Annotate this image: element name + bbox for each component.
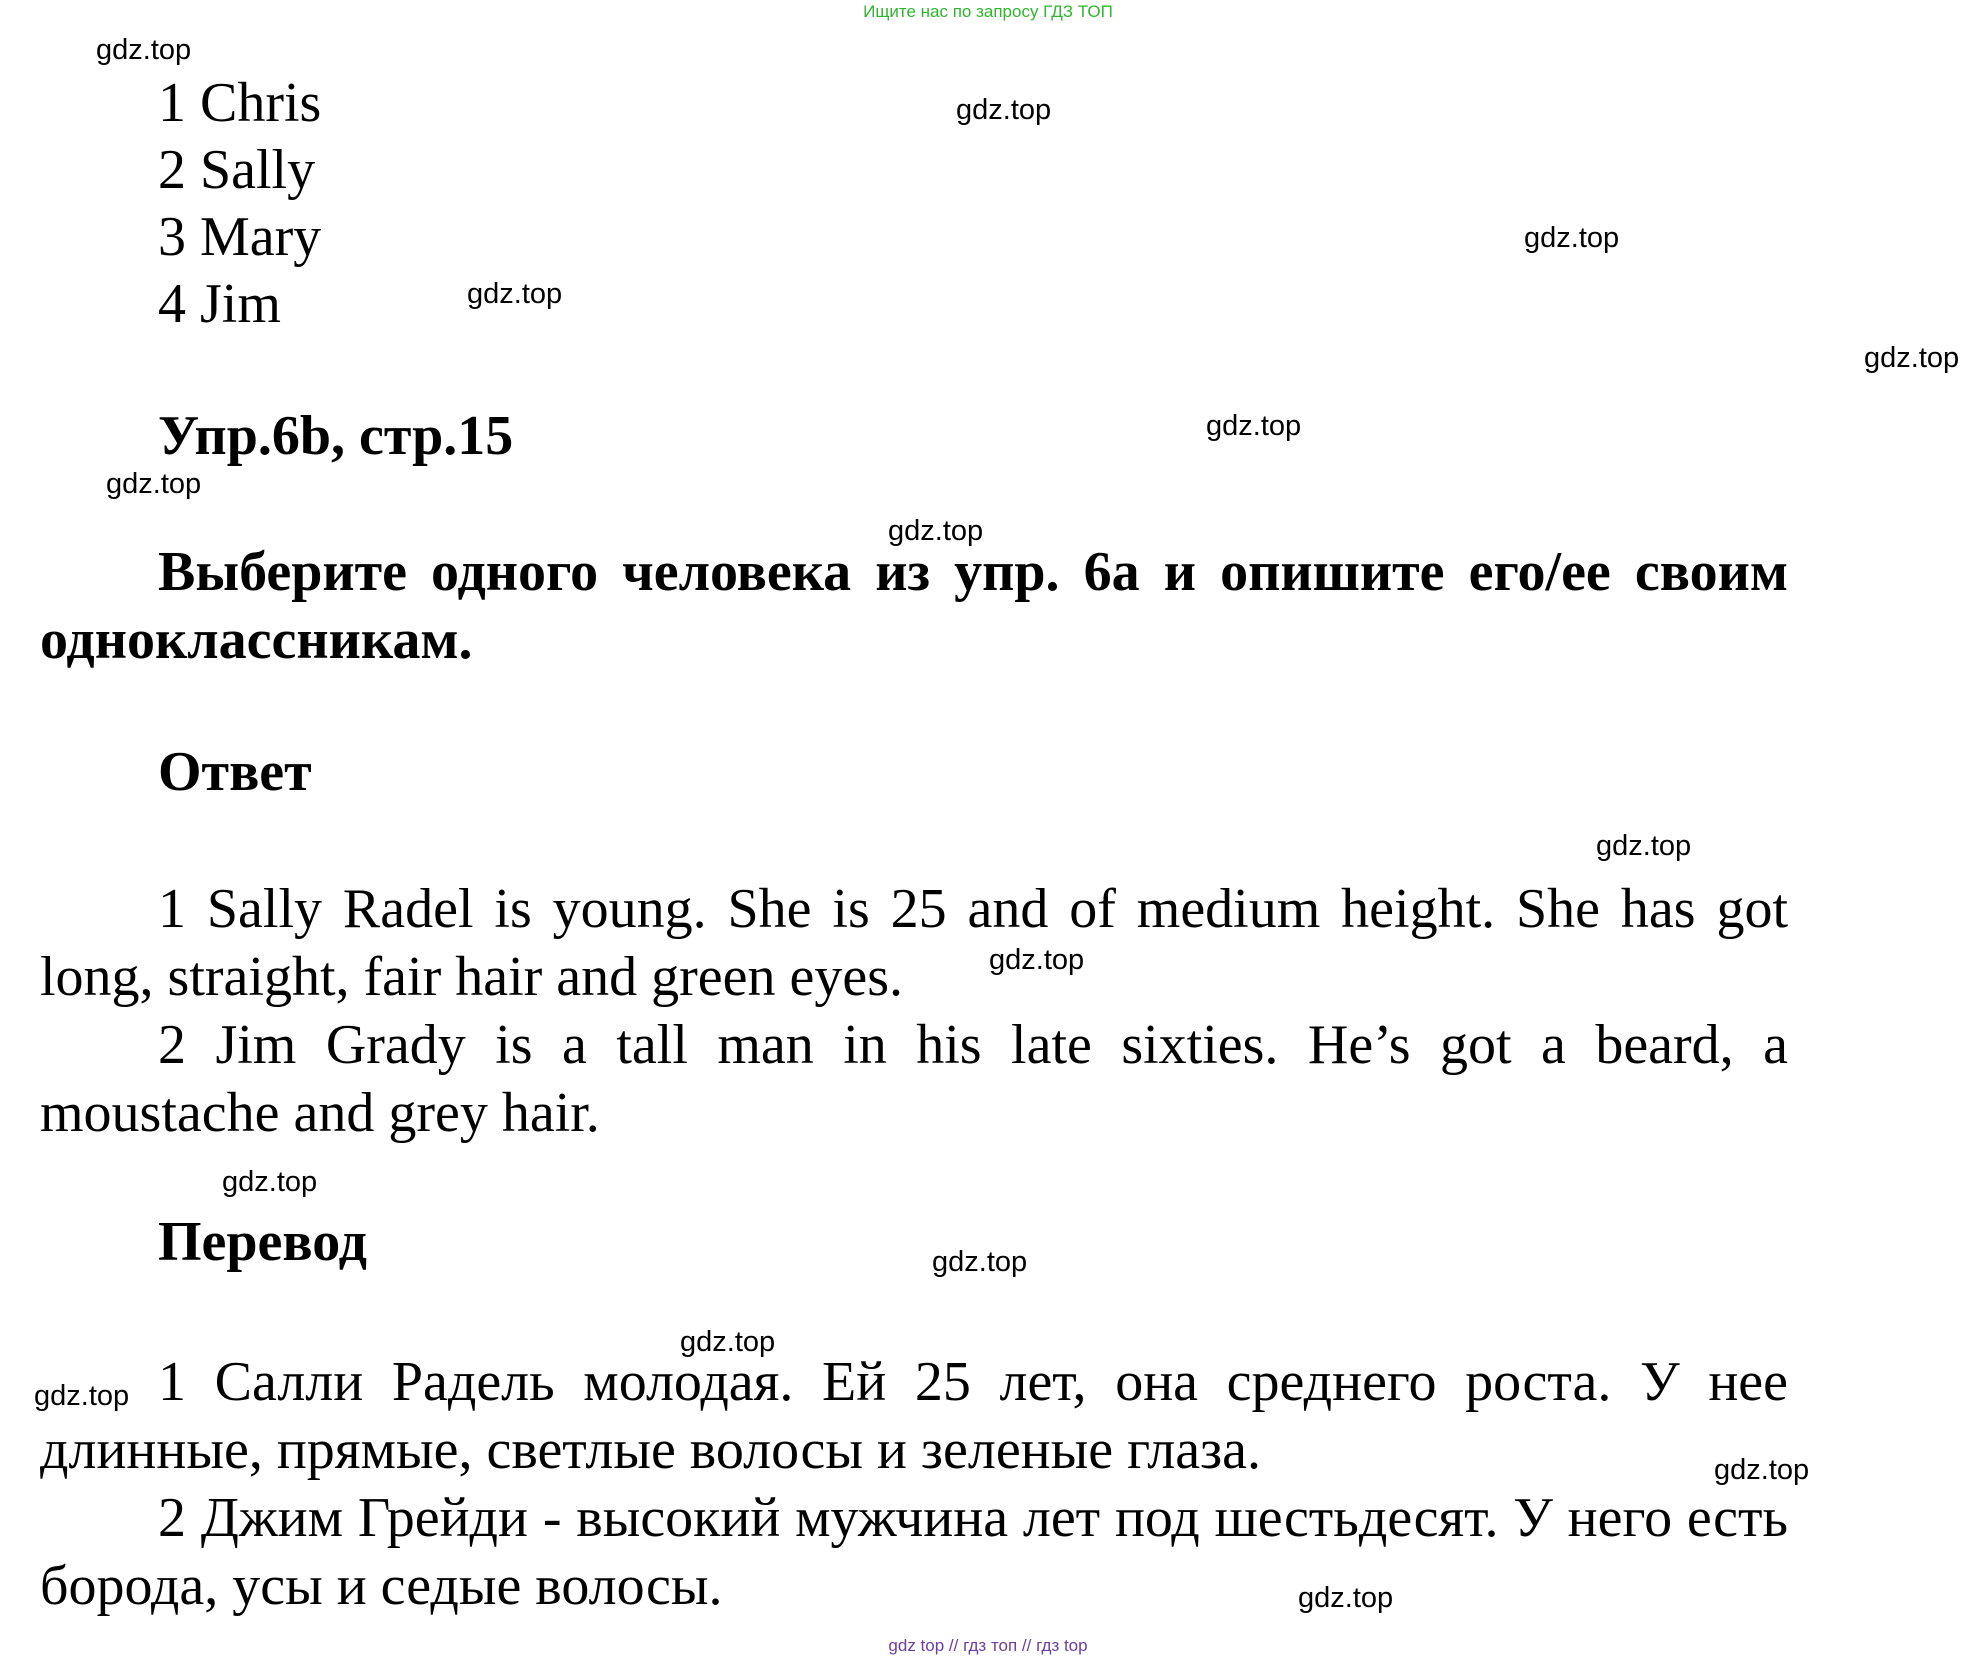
top-banner: Ищите нас по запросу ГДЗ ТОП xyxy=(863,2,1113,21)
watermark: gdz.top xyxy=(1714,1454,1810,1486)
list-item: 3 Mary xyxy=(158,206,322,268)
translation-paragraph-1: 1 Салли Радель молодая. Ей 25 лет, она среднего роста. У нее длинные, прямые, светлые волосы и зеленые глаза. xyxy=(40,1351,1788,1481)
answer-heading: Ответ xyxy=(158,741,312,803)
exercise-title: Упр.6b, стр.15 xyxy=(158,405,514,467)
answer-paragraph-1: 1 Sally Radel is young. She is 25 and of medium height. She has got long, straight, fair hair and green eyes. xyxy=(40,878,1788,1008)
watermark: gdz.top xyxy=(222,1166,318,1198)
list-item: 2 Sally xyxy=(158,139,316,201)
watermark: gdz.top xyxy=(96,34,192,66)
watermark: gdz.top xyxy=(1864,342,1960,374)
list-item: 1 Chris xyxy=(158,72,322,134)
watermark: gdz.top xyxy=(932,1246,1028,1278)
watermark: gdz.top xyxy=(680,1326,776,1358)
watermark: gdz.top xyxy=(467,278,563,310)
bottom-banner: gdz top // гдз топ // гдз top xyxy=(888,1636,1088,1655)
watermark: gdz.top xyxy=(1206,410,1302,442)
list-item: 4 Jim xyxy=(158,273,281,335)
watermark: gdz.top xyxy=(989,944,1085,976)
names-list xyxy=(158,70,321,338)
watermark: gdz.top xyxy=(1596,830,1692,862)
watermark: gdz.top xyxy=(956,94,1052,126)
translation-paragraph-2: 2 Джим Грейди - высокий мужчина лет под шестьдесят. У него есть борода, усы и седые волосы. xyxy=(40,1487,1788,1617)
watermark: gdz.top xyxy=(888,515,984,547)
watermark: gdz.top xyxy=(1298,1582,1394,1614)
task-text: Выберите одного человека из упр. 6а и опишите его/ее своим одноклассникам. xyxy=(40,541,1788,671)
translation-heading: Перевод xyxy=(158,1211,367,1273)
watermark: gdz.top xyxy=(1524,222,1620,254)
watermark: gdz.top xyxy=(34,1380,130,1412)
watermark: gdz.top xyxy=(106,468,202,500)
answer-paragraph-2: 2 Jim Grady is a tall man in his late sixties. He’s got a beard, a moustache and grey hair. xyxy=(40,1014,1788,1144)
